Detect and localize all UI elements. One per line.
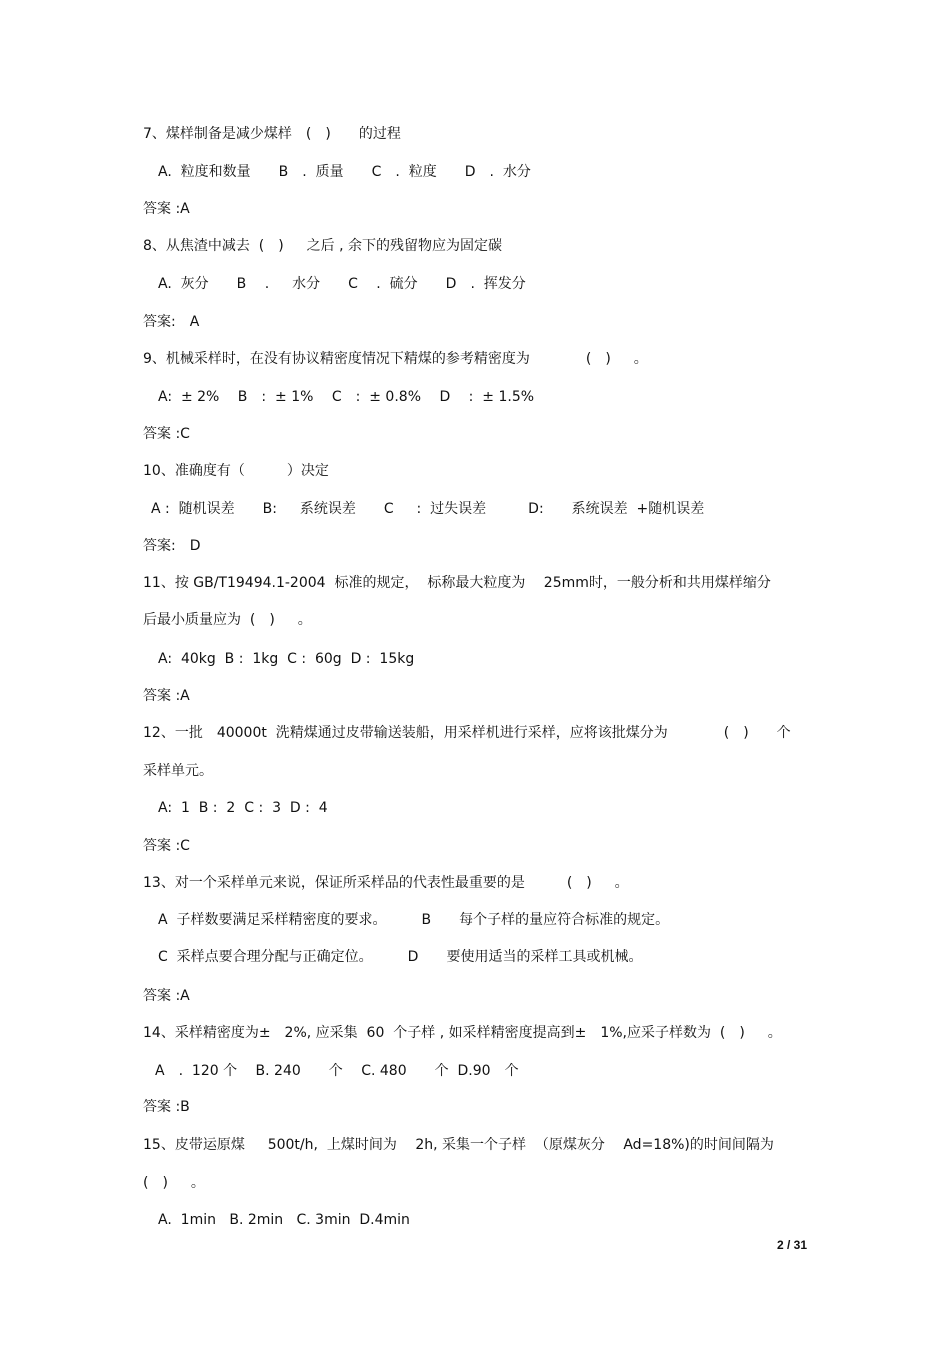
question-12: 12、一批 40000t 洗精煤通过皮带输送装船，用采样机进行采样，应将该批煤分为 ( ) 个 [143,725,791,741]
answer-13: 答案 :A [143,988,190,1004]
question-13-options-cd: C 采样点要合理分配与正确定位。 D 要使用适当的采样工具或机械。 [158,949,643,965]
question-12-options: A: 1 B : 2 C : 3 D : 4 [158,800,328,816]
question-11-cont: 后最小质量应为 ( ) 。 [143,612,312,628]
question-15: 15、皮带运原煤 500t/h, 上煤时间为 2h, 采集一个子样 （原煤灰分 Ad=18%)的时间间隔为 [143,1137,774,1153]
question-14: 14、采样精密度为± 2%, 应采集 60 个子样 , 如采样精密度提高到± 1%,应采子样数为 ( ) 。 [143,1025,782,1041]
question-7: 7、煤样制备是减少煤样 ( ) 的过程 [143,126,401,142]
page-number: 2 / 31 [776,1238,807,1252]
answer-10: 答案: D [143,538,201,554]
question-9: 9、机械采样时，在没有协议精密度情况下精煤的参考精密度为 ( ) 。 [143,351,648,367]
question-15-cont: ( ) 。 [143,1175,205,1191]
answer-9: 答案 :C [143,426,190,442]
answer-14: 答案 :B [143,1099,190,1115]
answer-8: 答案: A [143,314,200,330]
question-15-options: A. 1min B. 2min C. 3min D.4min [158,1212,410,1228]
question-10: 10、准确度有（ ）决定 [143,463,329,479]
answer-7: 答案 :A [143,201,190,217]
question-12-cont: 采样单元。 [143,763,213,779]
question-7-options: A. 粒度和数量 B . 质量 C . 粒度 D . 水分 [158,164,531,180]
question-11: 11、按 GB/T19494.1-2004 标准的规定， 标称最大粒度为 25mm时，一般分析和共用煤样缩分 [143,575,771,591]
question-13: 13、对一个采样单元来说，保证所采样品的代表性最重要的是 ( ) 。 [143,875,629,891]
question-14-options: A . 120 个 B. 240 个 C. 480 个 D.90 个 [155,1063,519,1079]
answer-11: 答案 :A [143,688,190,704]
question-11-options: A: 40kg B : 1kg C : 60g D : 15kg [158,651,415,667]
answer-12: 答案 :C [143,838,190,854]
question-10-options: A : 随机误差 B: 系统误差 C : 过失误差 D: 系统误差 +随机误差 [151,501,705,517]
question-8: 8、从焦渣中减去 ( ) 之后 , 余下的残留物应为固定碳 [143,238,502,254]
question-13-options-ab: A 子样数要满足采样精密度的要求。 B 每个子样的量应符合标准的规定。 [158,912,670,928]
question-8-options: A. 灰分 B . 水分 C . 硫分 D . 挥发分 [158,276,526,292]
question-9-options: A: ± 2% B : ± 1% C : ± 0.8% D : ± 1.5% [158,389,535,405]
